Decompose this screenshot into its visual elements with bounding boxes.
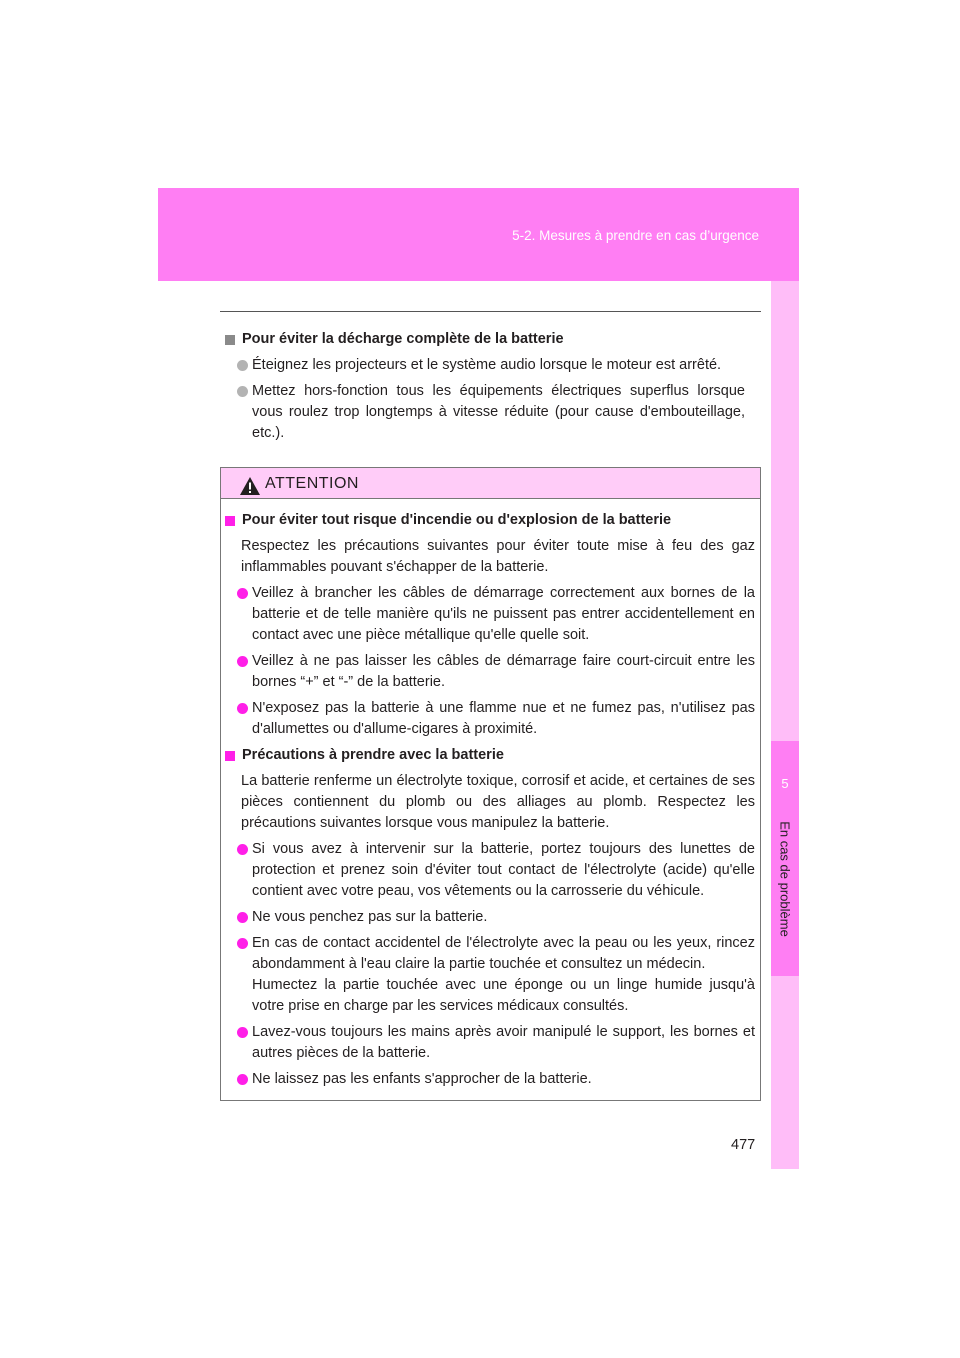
- list-item: [225, 698, 755, 740]
- list-item-text: Ne vous penchez pas sur la batterie.: [252, 909, 488, 925]
- list-item: [225, 651, 755, 693]
- list-item-text: N'exposez pas la batterie à une flamme nue et ne fumez pas, n'utilisez pas d'allumettes ou d'allume-cigares à proximité.: [252, 700, 755, 737]
- circle-bullet-icon: [237, 912, 248, 923]
- chapter-number: 5: [781, 776, 789, 791]
- attention-header: [221, 468, 760, 499]
- section-heading-text: Pour éviter tout risque d'incendie ou d'explosion de la batterie: [242, 512, 672, 528]
- fire-explosion-heading: [225, 510, 755, 531]
- circle-bullet-icon: [237, 360, 248, 371]
- square-bullet-icon: [225, 516, 235, 526]
- list-item: [225, 839, 755, 902]
- section-heading-text: Précautions à prendre avec la batterie: [242, 747, 504, 763]
- circle-bullet-icon: [237, 703, 248, 714]
- page-number: 477: [731, 1137, 756, 1153]
- intro-heading: [225, 329, 745, 350]
- circle-bullet-icon: [237, 386, 248, 397]
- list-item: [225, 907, 755, 928]
- list-item-text: Si vous avez à intervenir sur la batterie, portez toujours des lunettes de protection et prenez soin d'éviter tout contact de l'électrolyte (acide) qu'elle contient avec votre peau, vos vêtements ou la carrosserie du véhicule.: [252, 841, 755, 899]
- list-item: [225, 933, 755, 1017]
- intro-section: [225, 329, 745, 444]
- list-item-text: Humectez la partie touchée avec une éponge ou un linge humide jusqu'à votre prise en charge par les services médicaux consultés.: [252, 977, 755, 1014]
- circle-bullet-icon: [237, 588, 248, 599]
- list-item: [225, 1069, 755, 1090]
- list-item: [225, 583, 755, 646]
- list-item-text: Mettez hors-fonction tous les équipements électriques superflus lorsque vous roulez trop longtemps à vitesse réduite (pour cause d'embouteillage, etc.).: [252, 383, 745, 441]
- circle-bullet-icon: [237, 1027, 248, 1038]
- list-item-text: Lavez-vous toujours les mains après avoir manipulé le support, les bornes et autres pièces de la batterie.: [252, 1024, 755, 1061]
- warning-icon: [239, 476, 261, 496]
- square-bullet-icon: [225, 751, 235, 761]
- section-title: 5-2. Mesures à prendre en cas d’urgence: [512, 228, 759, 243]
- attention-title: ATTENTION: [265, 475, 359, 492]
- section-intro: Respectez les précautions suivantes pour éviter toute mise à feu des gaz inflammables pouvant s'échapper de la batterie.: [241, 538, 755, 575]
- circle-bullet-icon: [237, 938, 248, 949]
- list-item: [225, 355, 745, 376]
- list-item-text: Veillez à ne pas laisser les câbles de démarrage faire court-circuit entre les bornes “+” et “-” de la batterie.: [252, 653, 755, 690]
- chapter-side-tab: [771, 281, 799, 1169]
- chapter-label: En cas de problème: [777, 821, 793, 937]
- list-item: [225, 1022, 755, 1064]
- circle-bullet-icon: [237, 656, 248, 667]
- list-item-text: Ne laissez pas les enfants s'approcher de la batterie.: [252, 1071, 592, 1087]
- intro-heading-text: Pour éviter la décharge complète de la batterie: [242, 331, 564, 347]
- divider-rule: [220, 311, 761, 312]
- attention-box: [220, 467, 761, 1101]
- header-band: [158, 188, 799, 281]
- section-intro: La batterie renferme un électrolyte toxique, corrosif et acide, et certaines de ses pièces contiennent du plomb ou des alliages au plomb. Respectez les précautions suivantes lorsque vous manipulez la batterie.: [241, 773, 755, 831]
- list-item-text: Éteignez les projecteurs et le système audio lorsque le moteur est arrêté.: [252, 357, 722, 373]
- chapter-tab-marker: [771, 741, 799, 976]
- list-item-text: Veillez à brancher les câbles de démarrage correctement aux bornes de la batterie et de telle manière qu'ils ne puissent pas entrer accidentellement en contact avec une pièce métallique qu'elle quelle soit.: [252, 585, 755, 643]
- circle-bullet-icon: [237, 844, 248, 855]
- battery-precautions-heading: [225, 745, 755, 766]
- list-item: [225, 381, 745, 444]
- square-bullet-icon: [225, 335, 235, 345]
- attention-body: [225, 510, 755, 1090]
- circle-bullet-icon: [237, 1074, 248, 1085]
- list-item-text: En cas de contact accidentel de l'électrolyte avec la peau ou les yeux, rincez abondamment à l'eau claire la partie touchée et consultez un médecin.: [252, 935, 755, 972]
